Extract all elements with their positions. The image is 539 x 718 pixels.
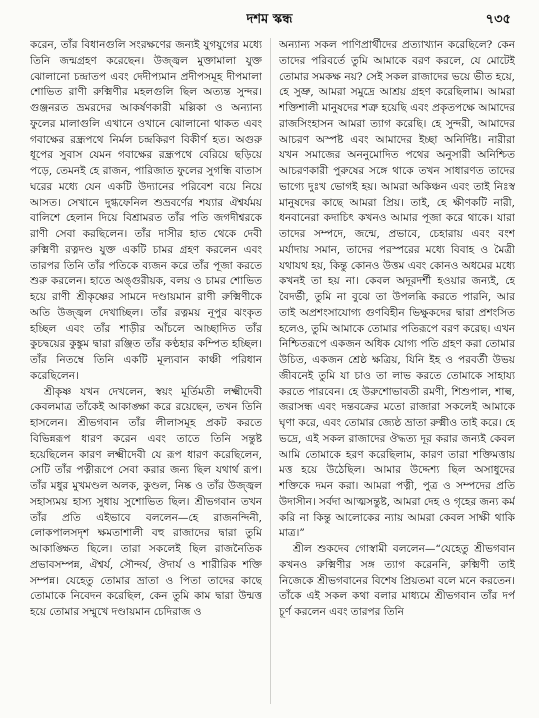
page-number: ৭৩৫ (485, 12, 511, 27)
left-paragraph-2: শ্রীকৃষ্ণ যখন দেখলেন, স্বয়ং মূর্তিমতী লক্ষ্মীদেবী কেবলমাত্র তাঁকেই আকাঙ্ক্ষা করে রয়েছেন, তখন তিনি হাসলেন। শ্রীভগবান তাঁর লীলাসমূহ প্রকট করতে বিভিন্নরূপ ধারণ করেন এবং তাতে তিনি সন্তুষ্ট হয়েছিলেন কারণ লক্ষ্মীদেবী যে রূপ ধারণ করেছিলেন, সেটি তাঁর পত্নীরূপে সেবা করার জন্য ছিল যথার্থ রূপ। তাঁর মধুর মুখমণ্ডল অলক, কুণ্ডল, নিষ্ক ও তাঁর উজ্জ্বল সহাস্যময় হাস্য সুধায় সুশোভিত ছিল। শ্রীভগবান তখন তাঁর প্রতি এইভাবে বললেন—হে রাজনন্দিনী, লোকপালসদৃশ ক্ষমতাশালী বহু রাজাদের দ্বারা তুমি আকাঙ্ক্ষিত ছিলে। তারা সকলেই ছিল রাজনৈতিক প্রভাবসম্পন্ন, ঐশ্বর্য, সৌন্দর্য, ঔদার্য ও শারীরিক শক্তি সম্পন্ন। যেহেতু তোমার ভ্রাতা ও পিতা তাদের কাছে তোমাকে নিবেদন করেছিল, কেন তুমি কাম দ্বারা উন্মত্ত হয়ে তোমার সম্মুখে দণ্ডায়মান চেদিরাজ ও (30, 385, 262, 618)
left-column (30, 38, 262, 710)
running-title: দশম স্কন্ধ (246, 12, 293, 27)
left-paragraph-1: করেন, তাঁর বিধানগুলি সংরক্ষণের জন্যই যুগযুগের মধ্যে তিনি জন্মগ্রহণ করেছেন। উজ্জ্বল মুক্তামালা যুক্ত ঝোলানো চন্দ্রাতপ এবং দেদীপ্যমান প্রদীপসমূহ দীপমালা শোভিত রাণী রুক্মিণীর মহলগুলি ছিল অত্যন্ত সুন্দর। গুঞ্জনরত ভ্রমরদের আকর্ষণকারী মল্লিকা ও অন্যান্য ফুলের মালাগুলি এখানে ওখানে ঝোলানো থাকত এবং গবাক্ষের রন্ধ্রপথে নির্মল চন্দ্রকিরণ বিকীর্ণ হত। অগুরু ধূপের সুবাস যেমন গবাক্ষের রন্ধ্রপথে বেরিয়ে ছড়িয়ে পড়ে, তেমনই হে রাজন, পারিজাত ফুলের সুগন্ধি বাতাস ঘরের মধ্যে যেন একটি উদ্যানের পরিবেশ বয়ে নিয়ে আসত। সেখানে দুগ্ধফেনিল শুভ্রবর্ণের শয্যার ঐশ্বর্যময় বালিশে হেলান দিয়ে বিশ্রামরত তাঁর পতি জগদীশ্বরকে রাণী সেবা করছিলেন। তাঁর দাসীর হাত থেকে দেবী রুক্মিণী রত্নদণ্ড যুক্ত একটি চামর গ্রহণ করলেন এবং তারপর তিনি তাঁর পতিকে ব্যজন করে তাঁর পূজা করতে শুরু করলেন। হাতে অঙ্গুরীয়ক, বলয় ও চামর শোভিত হয়ে রাণী শ্রীকৃষ্ণের সামনে দণ্ডায়মান রাণী রুক্মিণীকে অতি উজ্জ্বল দেখাচ্ছিল। তাঁর রত্নময় নূপুর ঝংকৃত হচ্ছিল এবং তাঁর শাড়ীর আঁচলে আচ্ছাদিত তাঁর কুচদ্বয়ের কুঙ্কুম দ্বারা রঞ্জিত তাঁর কণ্ঠহার কম্পিত হচ্ছিল। তাঁর নিতম্বে তিনি একটি মূল্যবান কাঞ্চী পরিধান করেছিলেন। (30, 39, 262, 382)
right-paragraph-2: শ্রীল শুকদেব গোস্বামী বললেন—“যেহেতু শ্রীভগবান কখনও রুক্মিণীর সঙ্গ ত্যাগ করেননি, রুক্মিণী তাই নিজেকে শ্রীভগবানের বিশেষ প্রিয়তমা বলে মনে করতেন। তাঁকে এই সকল কথা বলার মাধ্যমে শ্রীভগবান তাঁর দর্প চূর্ণ করলেন এবং তারপর তিনি (279, 543, 515, 618)
right-column (279, 38, 515, 710)
right-paragraph-1: অন্যান্য সকল পাণিপ্রার্থীদের প্রত্যাখ্যান করেছিলে? কেন তাদের পরিবর্তে তুমি আমাকে বরণ করলে, যে মোটেই তোমার সমকক্ষ নয়? সেই সকল রাজাদের ভয়ে ভীত হয়ে, হে সুভ্রু, আমরা সমুদ্রে আশ্রয় গ্রহণ করেছিলাম। আমরা শক্তিশালী মানুষদের শত্রু হয়েছি এবং প্রকৃতপক্ষে আমাদের রাজসিংহাসন আমরা ত্যাগ করেছি। হে সুন্দরী, আমাদের আচরণ অস্পষ্ট এবং আমাদের ইচ্ছা অনির্দিষ্ট। নারীরা যখন সমাজের অননুমোদিত পথের অনুসারী অনিশ্চিত আচরণকারী পুরুষের সঙ্গে থাকে তখন সাধারণত তাদের ভাগ্যে দুঃখ ভোগই হয়। আমরা অকিঞ্চন এবং তাই নিঃস্ব মানুষদের কাছে আমরা প্রিয়। তাই, হে ক্ষীণকটি নারী, ধনবানেরা কদাচিৎ কখনও আমার পূজা করে থাকে। যারা তাদের সম্পদে, জন্মে, প্রভাবে, চেহারায় এবং বংশ মর্যাদায় সমান, তাদের পরস্পরের মধ্যে বিবাহ ও মৈত্রী যথাযথ হয়, কিন্তু কোনও উত্তম এবং কোনও অধমের মধ্যে কখনই তা হয় না। কেবল অদূরদর্শী হওয়ার জন্যই, হে বৈদর্ভী, তুমি না বুঝে তা উপলব্ধি করতে পারনি, আর তাই অপ্রশংসাযোগ্য গুণবিহীন ভিক্ষুকদের দ্বারা প্রশংসিত হলেও, তুমি আমাকে তোমার পতিরূপে বরণ করেছ। এখন নিশ্চিতরূপে একজন অধিক যোগ্য পতি গ্রহণ করা তোমার উচিত, একজন শ্রেষ্ঠ ক্ষত্রিয়, যিনি ইহ ও পরবর্তী উভয় জীবনেই তুমি যা চাও তা লাভ করতে তোমাকে সাহায্য করতে পারবেন। হে উরুশোভাবতী রমণী, শিশুপাল, শাল্ব, জরাসন্ধ এবং দন্তবক্রের মতো রাজারা সকলেই আমাকে ঘৃণা করে, এবং তোমার জ্যেষ্ঠ ভ্রাতা রুক্মীও তাই করে। হে ভদ্রে, এই সকল রাজাদের ঔদ্ধত্য দূর করার জন্যই কেবল আমি তোমাকে হরণ করেছিলাম, কারণ তারা শক্তিমত্তায় মত্ত হয়ে উঠেছিল। আমার উদ্দেশ্য ছিল অসাধুদের শক্তিকে দমন করা। আমরা পত্নী, পুত্র ও সম্পদের প্রতি উদাসীন। সর্বদা আত্মসন্তুষ্ট, আমরা দেহ ও গৃহের জন্য কর্ম করি না কিন্তু আলোকের ন্যায় আমরা কেবল সাক্ষী থাকি মাত্র।” (279, 39, 515, 540)
column-gutter (270, 38, 271, 704)
page-header (0, 8, 539, 30)
